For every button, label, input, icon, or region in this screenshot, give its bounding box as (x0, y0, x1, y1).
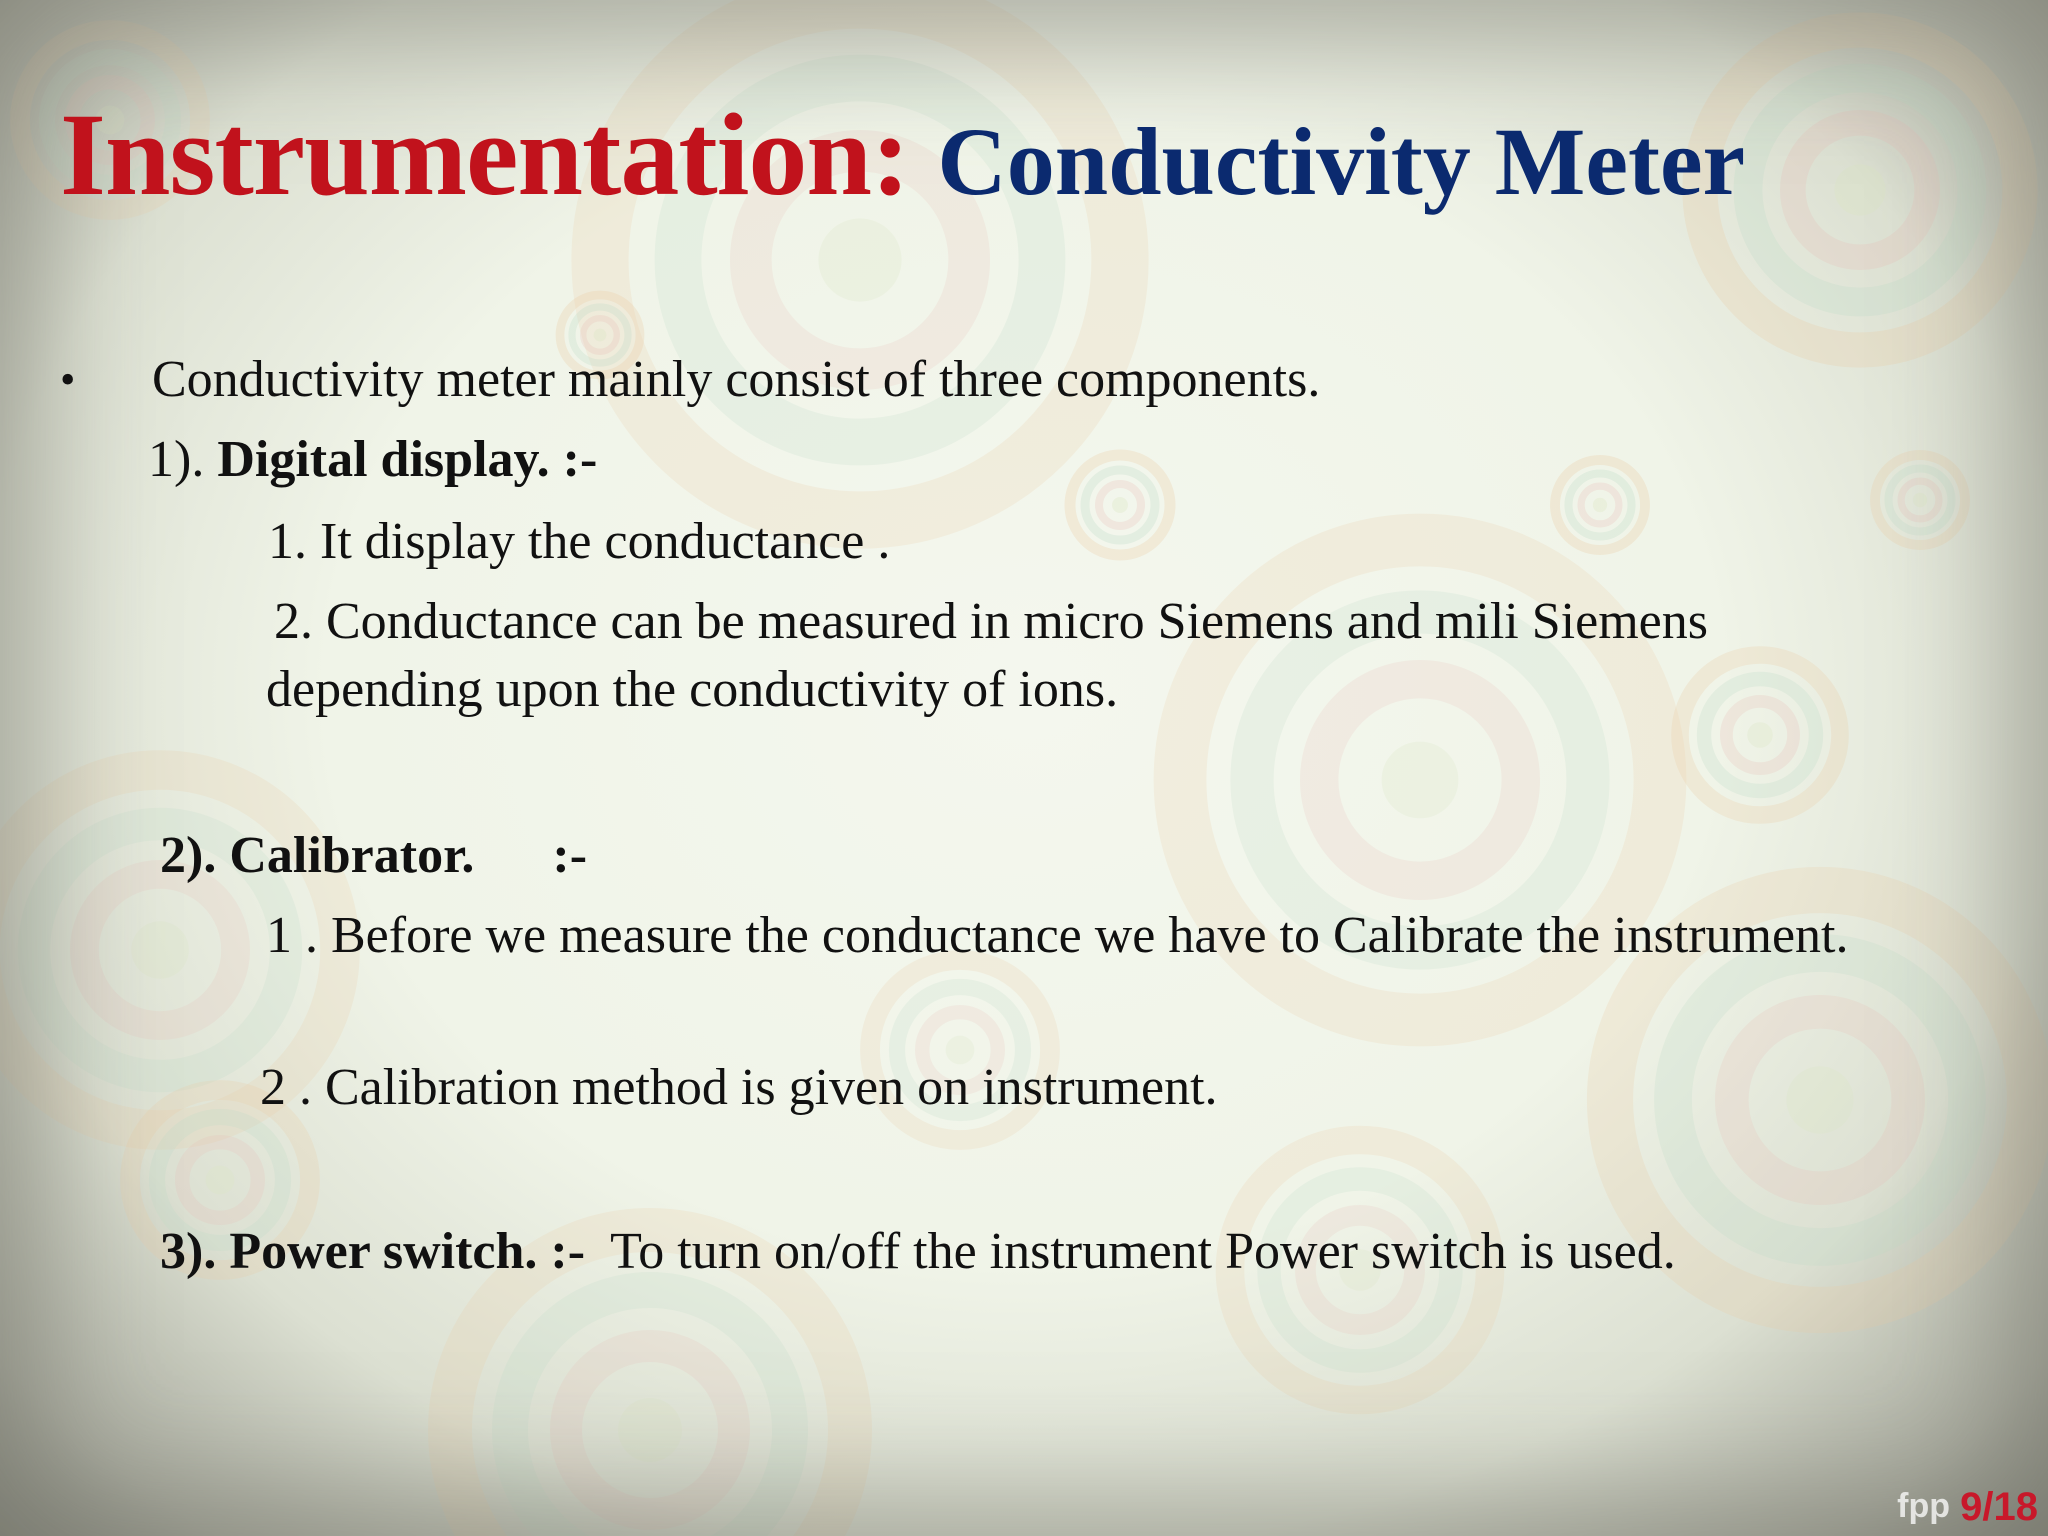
section-1-item-1: 1. It display the conductance . (268, 513, 891, 570)
section-3 (160, 1218, 1676, 1286)
title-sub: Conductivity Meter (937, 108, 1746, 215)
page-number: 9/18 (1960, 1485, 2038, 1529)
section-2-heading: 2). Calibrator. :- (160, 827, 588, 884)
bullet-icon: • (60, 355, 76, 404)
section-1-item-2: 2. Conductance can be measured in micro Siemens and mili Siemens (274, 593, 1708, 650)
section-1-heading (148, 426, 597, 494)
section-2-item-1: 1 . Before we measure the conductance we have to Calibrate the instrument. (266, 907, 1849, 964)
intro-text: Conductivity meter mainly consist of three components. (152, 351, 1321, 408)
section-2-item-2: 2 . Calibration method is given on instrument. (260, 1059, 1218, 1116)
section-1-title: Digital display. :- (217, 431, 598, 488)
section-1-item-2-cont: depending upon the conductivity of ions. (266, 661, 1119, 718)
section-3-text: To turn on/off the instrument Power switch is used. (610, 1223, 1676, 1280)
section-3-heading: 3). Power switch. :- (160, 1223, 586, 1280)
slide-title (60, 89, 1746, 220)
section-1-number: 1). (148, 431, 205, 488)
watermark-logo: fpp (1897, 1487, 1950, 1525)
title-main: Instrumentation: (60, 89, 910, 220)
